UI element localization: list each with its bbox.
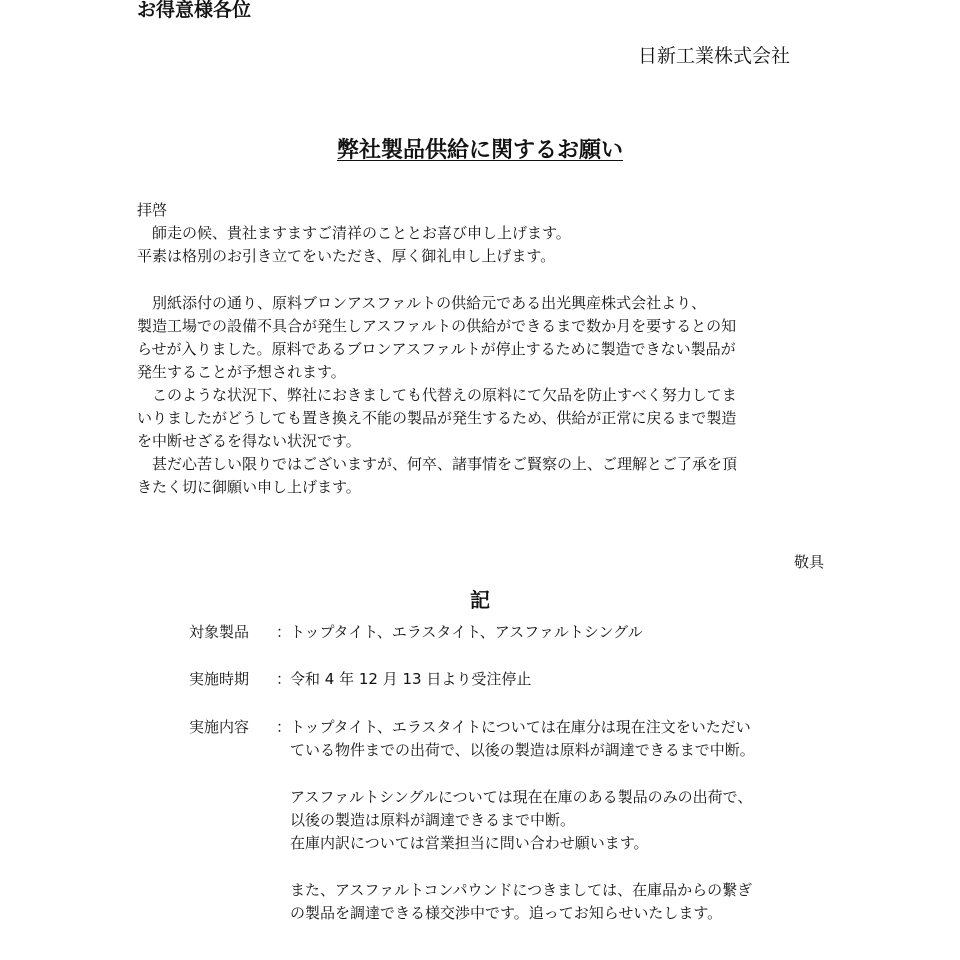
item-value-period: 令和 4 年 12 月 13 日より受注停止 <box>290 670 532 688</box>
greeting-line: 平素は格別のお引き立てをいただき、厚く御礼申し上げます。 <box>137 247 556 265</box>
body-line: きたく切に御願い申し上げます。 <box>137 478 361 496</box>
details-line: ている物件までの出荷で、以後の製造は原料が調達できるまで中断。 <box>290 741 755 759</box>
details-line: アスファルトシングルについては現在在庫のある製品のみの出荷で、 <box>290 788 753 806</box>
details-line: トップタイト、エラスタイトについては在庫分は現在注文をいただい <box>290 718 751 736</box>
item-label-period: 実施時期 <box>189 670 250 688</box>
document-title-text: 弊社製品供給に関するお願い <box>336 138 623 163</box>
details-line: の製品を調達できる様交渉中です。追ってお知らせいたします。 <box>290 904 723 922</box>
item-details-paragraph <box>290 879 850 925</box>
item-label-details: 実施内容 <box>189 718 250 736</box>
body-line: を中断せざるを得ない状況です。 <box>137 432 361 450</box>
item-colon: ： <box>276 623 292 641</box>
greeting-line: 師走の候、貴社ますますご清祥のこととお喜び申し上げます。 <box>137 224 571 242</box>
document-title <box>0 136 960 166</box>
item-colon: ： <box>276 718 292 736</box>
item-label-products: 対象製品 <box>189 623 250 641</box>
body-line: 製造工場での設備不具合が発生しアスファルトの供給ができるまで数か月を要するとの知 <box>137 317 737 335</box>
details-line: 在庫内訳については営業担当に問い合わせ願います。 <box>290 834 649 852</box>
details-line: また、アスファルトコンパウンドにつきましては、在庫品からの繋ぎ <box>290 881 753 899</box>
recipient-heading: お得意様各位 <box>137 0 252 21</box>
greeting-block <box>137 199 837 268</box>
body-line: 発生することが予想されます。 <box>137 363 346 381</box>
item-colon: ： <box>276 670 292 688</box>
body-line: 別紙添付の通り、原料ブロンアスファルトの供給元である出光興産株式会社より、 <box>137 294 707 312</box>
item-details-paragraph <box>290 716 850 762</box>
item-details-paragraph <box>290 786 850 855</box>
notes-heading: 記 <box>470 588 490 612</box>
closing-word: 敬具 <box>793 553 824 571</box>
body-line: 甚だ心苦しい限りではございますが、何卒、諸事情をご賢察の上、ご理解とご了承を頂 <box>137 455 738 473</box>
body-line: このような状況下、弊社におきましても代替えの原料にて欠品を防止すべく努力してま <box>137 386 737 404</box>
greeting-opening: 拝啓 <box>137 201 168 219</box>
details-line: 以後の製造は原料が調達できるまで中断。 <box>290 811 576 829</box>
item-value-products: トップタイト、エラスタイト、アスファルトシングル <box>290 623 643 641</box>
sender-company: 日新工業株式会社 <box>638 45 791 67</box>
body-line: いりましたがどうしても置き換え不能の製品が発生するため、供給が正常に戻るまで製造 <box>137 409 737 427</box>
body-line: らせが入りました。原料であるブロンアスファルトが停止するために製造できない製品が <box>137 340 736 358</box>
main-body <box>137 292 837 499</box>
